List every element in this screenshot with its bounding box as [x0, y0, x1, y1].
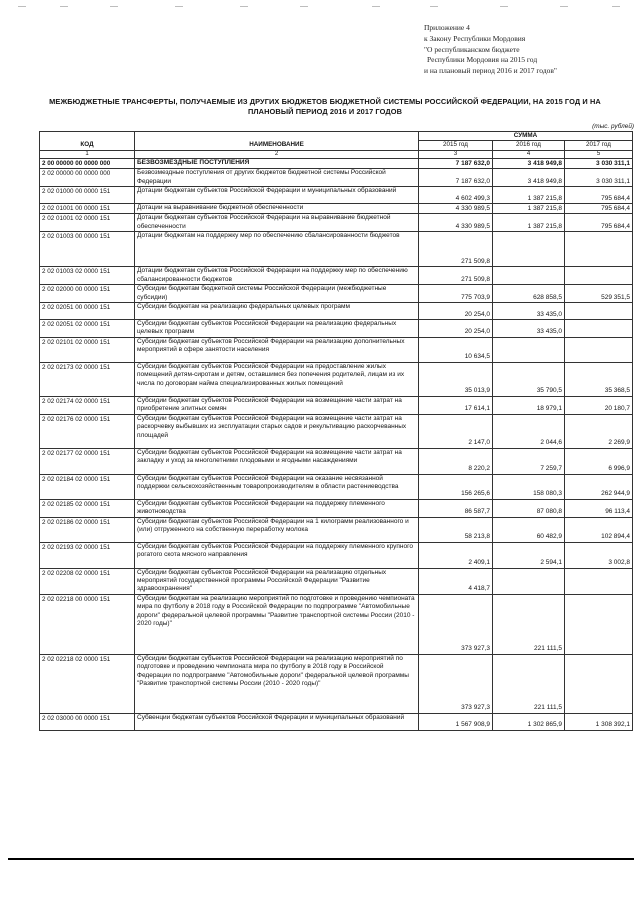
- table-cell-2015: 20 254,0: [419, 320, 493, 338]
- table-cell-2016: 1 387 215,8: [493, 187, 565, 204]
- table-cell-name: Субсидии бюджетам субъектов Российской Федерации на предоставление жилых помещений детям-сиротам и детям, оставшимся без попечения родителей, лицам из их числа по договорам найма специализированных жилых помещений: [135, 362, 419, 396]
- transfers-table: [39, 131, 633, 731]
- table-cell-name: Субсидии бюджетам субъектов Российской Федерации на возмещение части затрат на приобретение элитных семян: [135, 396, 419, 414]
- table-cell-2015: 1 567 908,9: [419, 713, 493, 730]
- table-cell-2017: [565, 594, 633, 654]
- column-index: 4: [493, 150, 565, 158]
- table-cell-name: БЕЗВОЗМЕЗДНЫЕ ПОСТУПЛЕНИЯ: [135, 158, 419, 168]
- table-cell-2017: 795 684,4: [565, 214, 633, 232]
- table-cell-code: 2 00 00000 00 0000 000: [40, 158, 135, 168]
- table-row: [40, 320, 633, 338]
- appendix-line: Приложение 4: [424, 23, 470, 32]
- table-cell-name: Субсидии бюджетам субъектов Российской Федерации на поддержку племенного крупного рогатого скота мясного направления: [135, 542, 419, 568]
- table-cell-code: 2 02 02000 00 0000 151: [40, 285, 135, 303]
- table-row: [40, 499, 633, 517]
- table-cell-code: 2 02 02218 00 0000 151: [40, 594, 135, 654]
- table-cell-2016: 158 080,3: [493, 474, 565, 499]
- table-cell-2015: 17 614,1: [419, 396, 493, 414]
- table-cell-code: 2 02 02218 02 0000 151: [40, 654, 135, 713]
- table-cell-code: 2 02 02177 02 0000 151: [40, 448, 135, 474]
- table-cell-2017: [565, 267, 633, 285]
- table-cell-name: Субсидии бюджетам на реализацию мероприятий по подготовке и проведению чемпионата мира по футболу в 2018 году в Российской Федерации по подпрограмме "Автомобильные дороги" федеральной целевой программы "Развитие транспортной системы России (2010 - 2020 годы)": [135, 594, 419, 654]
- table-cell-name: Субсидии бюджетам на реализацию федеральных целевых программ: [135, 303, 419, 320]
- table-cell-2017: [565, 232, 633, 267]
- table-cell-code: 2 02 01003 02 0000 151: [40, 267, 135, 285]
- table-cell-2015: 271 509,8: [419, 232, 493, 267]
- table-row: [40, 568, 633, 594]
- table-cell-2015: 20 254,0: [419, 303, 493, 320]
- table-row: [40, 713, 633, 730]
- table-cell-2017: 6 996,9: [565, 448, 633, 474]
- table-cell-name: Дотации бюджетам субъектов Российской Федерации на поддержку мер по обеспечению сбалансированности бюджетов: [135, 267, 419, 285]
- table-cell-name: Субсидии бюджетам бюджетной системы Российской Федерации (межбюджетные субсидии): [135, 285, 419, 303]
- appendix-line: "О республиканском бюджете: [424, 44, 520, 54]
- column-header-2017: 2017 год: [565, 141, 633, 150]
- table-cell-name: Дотации бюджетам на поддержку мер по обеспечению сбалансированности бюджетов: [135, 232, 419, 267]
- column-index: 2: [135, 150, 419, 158]
- table-cell-2016: [493, 568, 565, 594]
- table-cell-2015: 10 634,5: [419, 337, 493, 362]
- table-cell-name: Субсидии бюджетам субъектов Российской Федерации на возмещение части затрат на раскорчевку выбывших из эксплуатации старых садов и рекультивацию раскорчеванных площадей: [135, 414, 419, 448]
- table-cell-2016: 3 418 949,8: [493, 169, 565, 187]
- table-row: [40, 654, 633, 713]
- table-cell-2015: 7 187 632,0: [419, 169, 493, 187]
- table-cell-2017: 529 351,5: [565, 285, 633, 303]
- table-row: [40, 594, 633, 654]
- column-header-2015: 2015 год: [419, 141, 493, 150]
- table-cell-code: 2 02 02174 02 0000 151: [40, 396, 135, 414]
- table-cell-code: 2 02 01001 00 0000 151: [40, 204, 135, 214]
- column-index: 1: [40, 150, 135, 158]
- table-cell-2016: 628 858,5: [493, 285, 565, 303]
- table-cell-code: 2 02 01000 00 0000 151: [40, 187, 135, 204]
- table-cell-2015: 86 587,7: [419, 499, 493, 517]
- table-row: [40, 474, 633, 499]
- table-cell-code: 2 02 02051 00 0000 151: [40, 303, 135, 320]
- table-row: [40, 267, 633, 285]
- table-cell-2016: 18 979,1: [493, 396, 565, 414]
- table-cell-2017: 3 030 311,1: [565, 169, 633, 187]
- table-row: [40, 517, 633, 542]
- table-cell-name: Дотации бюджетам субъектов Российской Федерации и муниципальных образований: [135, 187, 419, 204]
- table-cell-code: 2 02 02176 02 0000 151: [40, 414, 135, 448]
- table-cell-2016: [493, 232, 565, 267]
- table-row: [40, 448, 633, 474]
- table-cell-2016: [493, 267, 565, 285]
- table-row: [40, 204, 633, 214]
- table-cell-2015: 775 703,9: [419, 285, 493, 303]
- table-cell-2017: 102 894,4: [565, 517, 633, 542]
- table-cell-name: Субвенции бюджетам субъектов Российской Федерации и муниципальных образований: [135, 713, 419, 730]
- table-cell-name: Субсидии бюджетам субъектов Российской Федерации на реализацию отдельных мероприятий государственной программы Российской Федерации "Развитие здравоохранения": [135, 568, 419, 594]
- table-cell-2016: 35 790,5: [493, 362, 565, 396]
- table-cell-2017: 20 180,7: [565, 396, 633, 414]
- table-cell-name: Дотации бюджетам субъектов Российской Федерации на выравнивание бюджетной обеспеченности: [135, 214, 419, 232]
- document-title: МЕЖБЮДЖЕТНЫЕ ТРАНСФЕРТЫ, ПОЛУЧАЕМЫЕ ИЗ ДРУГИХ БЮДЖЕТОВ БЮДЖЕТНОЙ СИСТЕМЫ РОССИЙСКОЙ ФЕДЕРАЦИИ, НА 2015 ГОД И НА ПЛАНОВЫЙ ПЕРИОД 2016 И 2017 ГОДОВ: [49, 97, 601, 116]
- table-row: [40, 337, 633, 362]
- table-row: [40, 362, 633, 396]
- table-cell-2015: 4 418,7: [419, 568, 493, 594]
- table-cell-2016: 3 418 949,8: [493, 158, 565, 168]
- table-cell-code: 2 02 01003 00 0000 151: [40, 232, 135, 267]
- units-label: (тыс. рублей): [592, 123, 634, 130]
- table-cell-2015: 58 213,8: [419, 517, 493, 542]
- table-cell-2016: 1 302 865,9: [493, 713, 565, 730]
- table-cell-2017: 96 113,4: [565, 499, 633, 517]
- table-cell-2017: 262 944,9: [565, 474, 633, 499]
- table-cell-2016: 2 594,1: [493, 542, 565, 568]
- table-cell-name: Безвозмездные поступления от других бюджетов бюджетной системы Российской Федерации: [135, 169, 419, 187]
- table-cell-2015: 7 187 632,0: [419, 158, 493, 168]
- column-index: 5: [565, 150, 633, 158]
- table-cell-2015: 373 927,3: [419, 594, 493, 654]
- table-cell-code: 2 02 02193 02 0000 151: [40, 542, 135, 568]
- table-cell-code: 2 02 03000 00 0000 151: [40, 713, 135, 730]
- table-cell-2016: 33 435,0: [493, 320, 565, 338]
- table-cell-2017: [565, 303, 633, 320]
- table-cell-2015: 8 220,2: [419, 448, 493, 474]
- table-cell-code: 2 02 02186 02 0000 151: [40, 517, 135, 542]
- table-cell-2015: 373 927,3: [419, 654, 493, 713]
- table-cell-2017: 35 368,5: [565, 362, 633, 396]
- table-row: [40, 396, 633, 414]
- table-cell-2015: 35 013,9: [419, 362, 493, 396]
- table-cell-2015: 4 330 989,5: [419, 214, 493, 232]
- table-cell-2017: [565, 337, 633, 362]
- table-row: [40, 158, 633, 168]
- table-cell-2016: [493, 337, 565, 362]
- table-row: [40, 542, 633, 568]
- table-cell-code: 2 02 01001 02 0000 151: [40, 214, 135, 232]
- table-cell-code: 2 02 02185 02 0000 151: [40, 499, 135, 517]
- table-row: [40, 187, 633, 204]
- table-cell-2015: 4 602 499,3: [419, 187, 493, 204]
- table-cell-name: Субсидии бюджетам субъектов Российской Федерации на оказание несвязанной поддержки сельскохозяйственным товаропроизводителям в области растениеводства: [135, 474, 419, 499]
- table-cell-2016: 221 111,5: [493, 654, 565, 713]
- table-cell-2017: 2 269,9: [565, 414, 633, 448]
- table-cell-code: 2 02 02173 02 0000 151: [40, 362, 135, 396]
- column-header-name: НАИМЕНОВАНИЕ: [135, 132, 419, 151]
- appendix-line: к Закону Республики Мордовия: [424, 33, 526, 43]
- column-header-code: КОД: [40, 132, 135, 151]
- table-cell-code: 2 02 02051 02 0000 151: [40, 320, 135, 338]
- page-bottom-rule: [8, 858, 634, 860]
- table-cell-code: 2 02 00000 00 0000 000: [40, 169, 135, 187]
- table-row: [40, 169, 633, 187]
- table-cell-2015: 2 409,1: [419, 542, 493, 568]
- table-cell-2017: [565, 654, 633, 713]
- table-cell-2017: 3 002,8: [565, 542, 633, 568]
- table-cell-2017: 1 308 392,1: [565, 713, 633, 730]
- table-cell-code: 2 02 02208 02 0000 151: [40, 568, 135, 594]
- table-cell-2015: 271 509,8: [419, 267, 493, 285]
- table-row: [40, 285, 633, 303]
- table-row: [40, 303, 633, 320]
- table-cell-2016: 33 435,0: [493, 303, 565, 320]
- table-cell-2015: 156 265,6: [419, 474, 493, 499]
- table-row: [40, 214, 633, 232]
- table-cell-2016: 221 111,5: [493, 594, 565, 654]
- table-cell-2016: 7 259,7: [493, 448, 565, 474]
- table-cell-2016: 2 044,6: [493, 414, 565, 448]
- table-cell-name: Субсидии бюджетам субъектов Российской Федерации на реализацию федеральных целевых программ: [135, 320, 419, 338]
- table-cell-2016: 1 387 215,8: [493, 214, 565, 232]
- table-row: [40, 414, 633, 448]
- table-cell-2016: 87 080,8: [493, 499, 565, 517]
- table-cell-2017: 795 684,4: [565, 204, 633, 214]
- table-cell-name: Субсидии бюджетам субъектов Российской Федерации на 1 килограмм реализованного и (или) отгруженного на собственную переработку молока: [135, 517, 419, 542]
- appendix-line: и на плановый период 2016 и 2017 годов": [424, 66, 557, 76]
- table-cell-2017: 795 684,4: [565, 187, 633, 204]
- table-cell-2017: [565, 568, 633, 594]
- table-row: [40, 232, 633, 267]
- column-index: 3: [419, 150, 493, 158]
- table-cell-2015: 2 147,0: [419, 414, 493, 448]
- table-cell-name: Субсидии бюджетам субъектов Российской Федерации на реализацию дополнительных мероприятий в сфере занятости населения: [135, 337, 419, 362]
- table-cell-name: Субсидии бюджетам субъектов Российской Федерации на реализацию мероприятий по подготовке и проведению чемпионата мира по футболу в 2018 году в Российской Федерации по подпрограмме "Автомобильные дороги" федеральной целевой программы "Развитие транспортной системы России (2010 - 2020 годы)": [135, 654, 419, 713]
- column-header-2016: 2016 год: [493, 141, 565, 150]
- table-cell-2015: 4 330 989,5: [419, 204, 493, 214]
- table-cell-2016: 1 387 215,8: [493, 204, 565, 214]
- column-header-sum: СУММА: [419, 132, 633, 141]
- table-cell-2016: 60 482,9: [493, 517, 565, 542]
- table-cell-2017: 3 030 311,1: [565, 158, 633, 168]
- page-edge-marks: [0, 4, 640, 12]
- table-cell-name: Субсидии бюджетам субъектов Российской Федерации на поддержку племенного животноводства: [135, 499, 419, 517]
- table-cell-code: 2 02 02184 02 0000 151: [40, 474, 135, 499]
- appendix-line: Республики Мордовия на 2015 год: [427, 55, 538, 65]
- table-cell-name: Дотации на выравнивание бюджетной обеспеченности: [135, 204, 419, 214]
- table-cell-code: 2 02 02101 02 0000 151: [40, 337, 135, 362]
- appendix-note: [424, 23, 634, 77]
- table-cell-2017: [565, 320, 633, 338]
- table-cell-name: Субсидии бюджетам субъектов Российской Федерации на возмещение части затрат на закладку и уход за многолетними плодовыми и ягодными насаждениями: [135, 448, 419, 474]
